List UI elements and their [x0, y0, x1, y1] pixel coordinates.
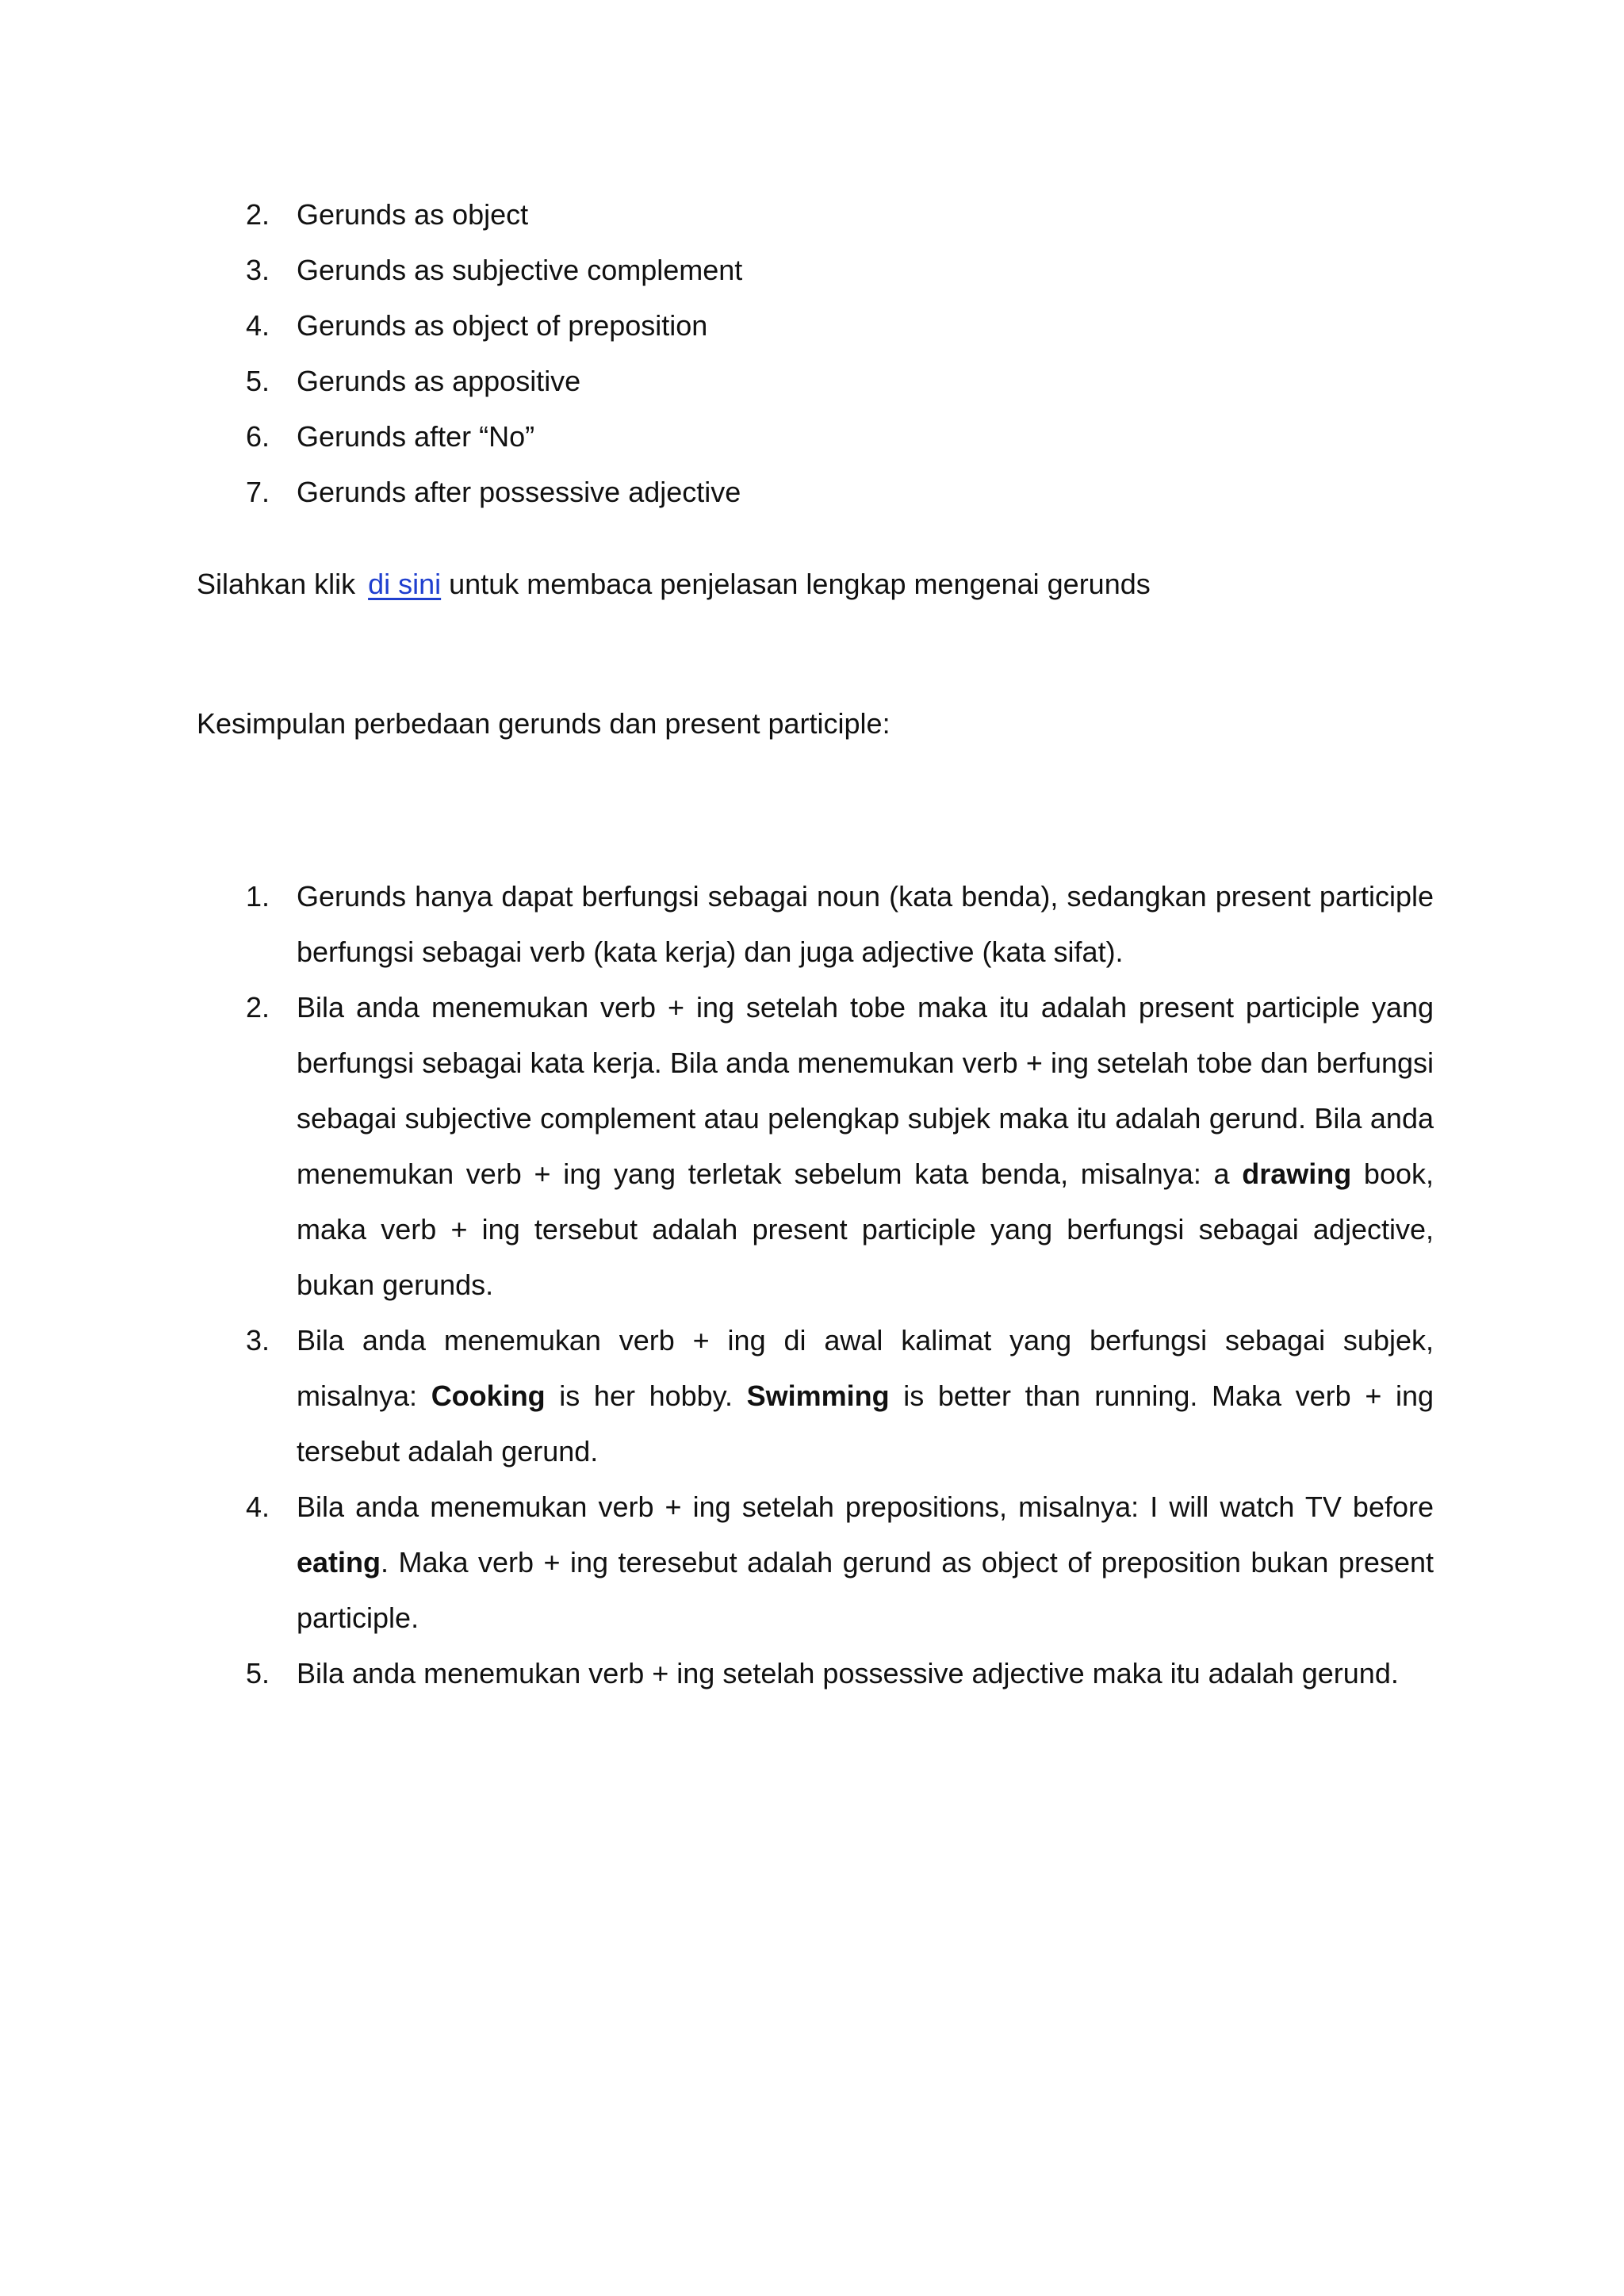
conclusion-item-text [297, 1479, 1434, 1646]
text-run: Gerunds hanya dapat berfungsi sebagai noun (kata benda), sedangkan present participle berfungsi sebagai verb (kata kerja) dan juga adjective (kata sifat). [297, 880, 1434, 968]
conclusion-item [197, 1646, 1434, 1701]
list-item-text: Gerunds after “No” [297, 420, 535, 453]
bold-example-word: Cooking [431, 1380, 546, 1412]
conclusion-item [197, 980, 1434, 1313]
list-number: 7. [246, 476, 270, 508]
gerund-types-ol [197, 187, 1434, 520]
text-run: . Maka verb + ing teresebut adalah gerund as object of preposition bukan present participle. [297, 1546, 1434, 1634]
gerund-type-item [197, 298, 1434, 354]
di-sini-link[interactable]: di sini [368, 568, 442, 600]
text-run: book, maka verb + ing tersebut adalah present participle yang berfungsi sebagai adjective, bukan gerunds. [297, 1158, 1434, 1301]
conclusion-item [197, 1479, 1434, 1646]
list-item-text: Gerunds as object of preposition [297, 309, 708, 342]
gerund-types-list [197, 187, 1434, 520]
gerund-type-item [197, 409, 1434, 465]
gerund-type-item [197, 243, 1434, 298]
list-number: 4. [246, 1490, 270, 1523]
list-number: 5. [246, 1657, 270, 1689]
conclusion-heading: Kesimpulan perbedaan gerunds dan present participle: [197, 707, 891, 740]
conclusion-item-text [297, 1313, 1434, 1479]
list-item-text: Gerunds as appositive [297, 365, 581, 397]
list-item-text: Gerunds after possessive adjective [297, 476, 741, 508]
list-number: 2. [246, 198, 270, 231]
list-number: 6. [246, 420, 270, 453]
link-paragraph-after: untuk membaca penjelasan lengkap mengenai gerunds [441, 568, 1151, 600]
text-run: Bila anda menemukan verb + ing setelah possessive adjective maka itu adalah gerund. [297, 1657, 1399, 1689]
gerund-type-item [197, 187, 1434, 243]
list-number: 1. [246, 880, 270, 913]
gerund-type-item [197, 465, 1434, 520]
list-number: 3. [246, 254, 270, 286]
list-number: 2. [246, 991, 270, 1024]
list-item-text: Gerunds as subjective complement [297, 254, 743, 286]
conclusion-ol [197, 869, 1434, 1701]
bold-example-word: eating [297, 1546, 381, 1578]
conclusion-item [197, 869, 1434, 980]
text-run: is her hobby. [545, 1380, 747, 1412]
conclusion-item-text [297, 980, 1434, 1313]
gerund-type-item [197, 354, 1434, 409]
link-paragraph [197, 557, 1151, 612]
list-number: 4. [246, 309, 270, 342]
conclusion-list [197, 869, 1434, 1701]
text-run: Bila anda menemukan verb + ing setelah prepositions, misalnya: I will watch TV before [297, 1490, 1434, 1523]
text-run: Bila anda menemukan verb + ing setelah tobe maka itu adalah present participle yang berfungsi sebagai kata kerja. Bila anda menemukan verb + ing setelah tobe dan berfungsi sebagai subjective complement atau pelengkap subjek maka itu adalah gerund. Bila anda menemukan verb + ing yang terletak sebelum kata benda, misalnya: a [297, 991, 1434, 1190]
conclusion-item-text [297, 1646, 1434, 1701]
bold-example-word: Swimming [746, 1380, 890, 1412]
text-run: Bila anda menemukan verb + ing di awal kalimat yang berfungsi sebagai subjek, misalnya: [297, 1324, 1434, 1412]
link-paragraph-before: Silahkan klik [197, 568, 356, 600]
conclusion-item-text [297, 869, 1434, 980]
bold-example-word: drawing [1242, 1158, 1352, 1190]
list-number: 3. [246, 1324, 270, 1357]
conclusion-item [197, 1313, 1434, 1479]
text-run: is better than running. Maka verb + ing tersebut adalah gerund. [297, 1380, 1434, 1468]
list-item-text: Gerunds as object [297, 198, 529, 231]
list-number: 5. [246, 365, 270, 397]
